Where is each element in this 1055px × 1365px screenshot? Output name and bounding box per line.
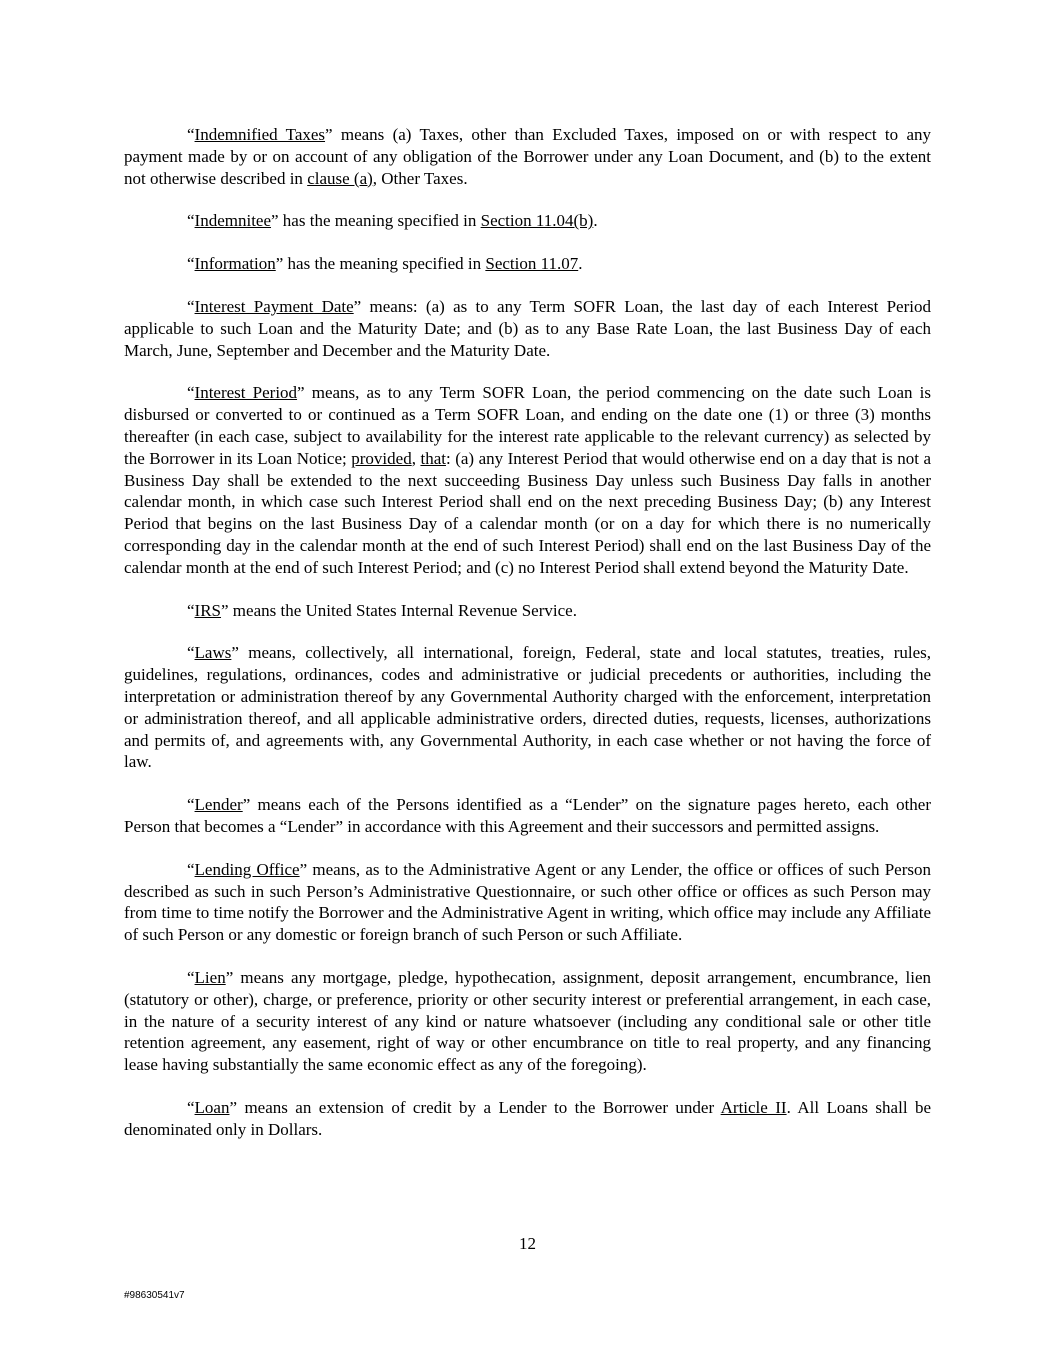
definition-loan: “Loan” means an extension of credit by a Lender to the Borrower under Article II. All Loans shall be denominated only in Dollars. (124, 1097, 932, 1139)
definition-laws: “Laws” means, collectively, all international, foreign, Federal, state and local statutes, treaties, rules, guidelines, regulations, ordinances, codes and administrative or judicial precedents or authorities, including the interpretation or administration thereof by any Governmental Authority charged with the enforcement, interpretation or administration thereof, and all applicable administrative orders, directed duties, requests, licenses, authorizations and permits of, and agreements with, any Governmental Authority, in each case whether or not having the force of law. (124, 643, 931, 772)
definition-text: , Other Taxes. (372, 168, 468, 188)
definition-indemnitee: “Indemnitee” has the meaning specified in Section 11.04(b). (187, 211, 598, 231)
cross-reference-link[interactable]: Article II (720, 1097, 787, 1117)
definition-text: ” has the meaning specified in (271, 211, 481, 231)
definition-lending-office: “Lending Office” means, as to the Administrative Agent or any Lender, the office or offices of such Person described as such in such Person’s Administrative Questionnaire, or such other office or offices as such Person may from time to time notify the Borrower and the Administrative Agent in writing, which office may include any Affiliate of such Person or any domestic or foreign branch of such Person or such Affiliate. (124, 859, 932, 945)
definition-text: : (a) any Interest Period that would otherwise end on a day that is not a Business Day shall be extended to the next succeeding Business Day unless such Business Day falls in another calendar month, in which case such Interest Period shall end on the next preceding Business Day; (b) any Interest Period that begins on the last Business Day of a calendar month (or on a day for which there is no numerically corresponding day in the calendar month at the end of such Interest Period) shall end on the last Business Day of the calendar month at the end of such Interest Period; and (c) no Interest Period shall extend beyond the Maturity Date. (124, 448, 931, 577)
defined-term: Laws (194, 643, 232, 663)
defined-term: Indemnified Taxes (194, 125, 326, 144)
defined-term: Indemnitee (194, 211, 272, 231)
definition-interest-payment-date: “Interest Payment Date” means: (a) as to any Term SOFR Loan, the last day of each Interest Period applicable to such Loan and the Maturity Date; and (b) as to any Base Rate Loan, the last Business Day of each March, June, September and December and the Maturity Date. (124, 296, 931, 360)
definition-lien: “Lien” means any mortgage, pledge, hypothecation, assignment, deposit arrangement, encumbrance, lien (statutory or other), charge, or preference, priority or other security interest or preferential arrangement, in each case, in the nature of a security interest of any kind or nature whatsoever (including any conditional sale or other title retention agreement, any easement, right of way or other encumbrance on title to real property, and any financing lease having substantially the same economic effect as any of the foregoing). (124, 967, 931, 1075)
defined-term: Lending Office (194, 859, 300, 879)
definition-irs: “IRS” means the United States Internal Revenue Service. (187, 600, 577, 620)
defined-term: Lender (194, 795, 243, 815)
definition-text: . All Loans shall be denominated only in Dollars. (124, 1097, 932, 1139)
definition-text: . (578, 254, 583, 274)
definition-text: ” means, collectively, all international, foreign, Federal, state and local statutes, treaties, rules, guidelines, regulations, ordinances, codes and administrative or judicial precedents or authorities, including the interpretation or administration thereof by any Governmental Authority charged with the enforcement, interpretation or administration thereof, and all applicable administrative orders, directed duties, requests, licenses, authorizations and permits of, and agreements with, any Governmental Authority, in each case whether or not having the force of law. (124, 643, 931, 772)
definition-information: “Information” has the meaning specified in Section 11.07. (187, 254, 583, 274)
definition-text: ” means, as to any Term SOFR Loan, the period commencing on the date such Loan is disbursed or converted to or continued as a Term SOFR Loan, and ending on the date one (1) or three (3) months thereafter (in each case, subject to availability for the interest rate applicable to the relevant currency) as selected by the Borrower in its Loan Notice; (124, 383, 931, 468)
document-page (124, 124, 931, 1161)
defined-term: Interest Payment Date (194, 296, 354, 316)
definition-interest-period: “Interest Period” means, as to any Term SOFR Loan, the period commencing on the date such Loan is disbursed or converted to or continued as a Term SOFR Loan, and ending on the date one (1) or three (3) months thereafter (in each case, subject to availability for the interest rate applicable to the relevant currency) as selected by the Borrower in its Loan Notice; provided, that: (a) any Interest Period that would otherwise end on a day that is not a Business Day shall be extended to the next succeeding Business Day unless such Business Day falls in another calendar month, in which case such Interest Period shall end on the next preceding Business Day; (b) any Interest Period that begins on the last Business Day of a calendar month (or on a day for which there is no numerically corresponding day in the calendar month at the end of such Interest Period) shall end on the last Business Day of the calendar month at the end of such Interest Period; and (c) no Interest Period shall extend beyond the Maturity Date. (124, 383, 931, 577)
definition-text: ” means, as to the Administrative Agent or any Lender, the office or offices of such Person described as such in such Person’s Administrative Questionnaire, or such other office or offices as such Person may from time to time notify the Borrower and the Administrative Agent in writing, which office may include any Affiliate of such Person or any domestic or foreign branch of such Person or such Affiliate. (124, 859, 932, 945)
definition-text: ” has the meaning specified in (275, 254, 486, 274)
definition-text: ” means each of the Persons identified as a “Lender” on the signature pages hereto, each other Person that becomes a “Lender” in accordance with this Agreement and their successors and permitted assigns. (124, 795, 931, 836)
definition-text: , (411, 448, 421, 468)
defined-term: Information (194, 254, 276, 274)
definition-text: . (593, 211, 598, 231)
page-number: 12 (519, 1234, 536, 1253)
definition-text: ” means the United States Internal Revenue Service. (221, 600, 577, 620)
definition-text: ” (325, 125, 333, 144)
document-id: #98630541v7 (124, 1290, 185, 1301)
defined-term: IRS (194, 600, 222, 620)
defined-term: Lien (194, 967, 226, 987)
cross-reference-link[interactable]: Section 11.07 (485, 254, 579, 274)
definition-text: ” means any mortgage, pledge, hypothecation, assignment, deposit arrangement, encumbrance, lien (statutory or other), charge, or preference, priority or other security interest or preferential arrangement, in each case, in the nature of a security interest of any kind or nature whatsoever (including any conditional sale or other title retention agreement, any easement, right of way or other encumbrance on title to real property, and any financing lease having substantially the same economic effect as any of the foregoing). (124, 967, 931, 1075)
definition-lender: “Lender” means each of the Persons identified as a “Lender” on the signature pages hereto, each other Person that becomes a “Lender” in accordance with this Agreement and their successors and permitted assigns. (124, 795, 931, 836)
definition-indemnified-taxes: “Indemnified Taxes” means (a) Taxes, other than Excluded Taxes, imposed on or with respect to any payment made by or on account of any obligation of the Borrower under any Loan Document, and (b) to the extent not otherwise described in clause (a), Other Taxes. (124, 125, 931, 188)
definition-text: ” means: (a) as to any Term SOFR Loan, the last day of each Interest Period applicable to such Loan and the Maturity Date; and (b) as to any Base Rate Loan, the last Business Day of each March, June, September and December and the Maturity Date. (124, 296, 931, 360)
proviso-term: provided (351, 448, 412, 468)
cross-reference-link[interactable]: Section 11.04(b) (480, 211, 594, 231)
definition-text: ” means an extension of credit by a Lender to the Borrower under (229, 1097, 721, 1117)
cross-reference-link[interactable]: clause (a) (307, 168, 373, 188)
defined-term: Interest Period (194, 383, 298, 403)
definition-text: means (a) Taxes, other than Excluded Taxes, imposed on or with respect to any payment made by or on account of any obligation of the Borrower under any Loan Document, and (b) to the extent not otherwise described in (124, 125, 931, 188)
defined-term: Loan (194, 1097, 230, 1117)
proviso-term: that (420, 448, 446, 468)
